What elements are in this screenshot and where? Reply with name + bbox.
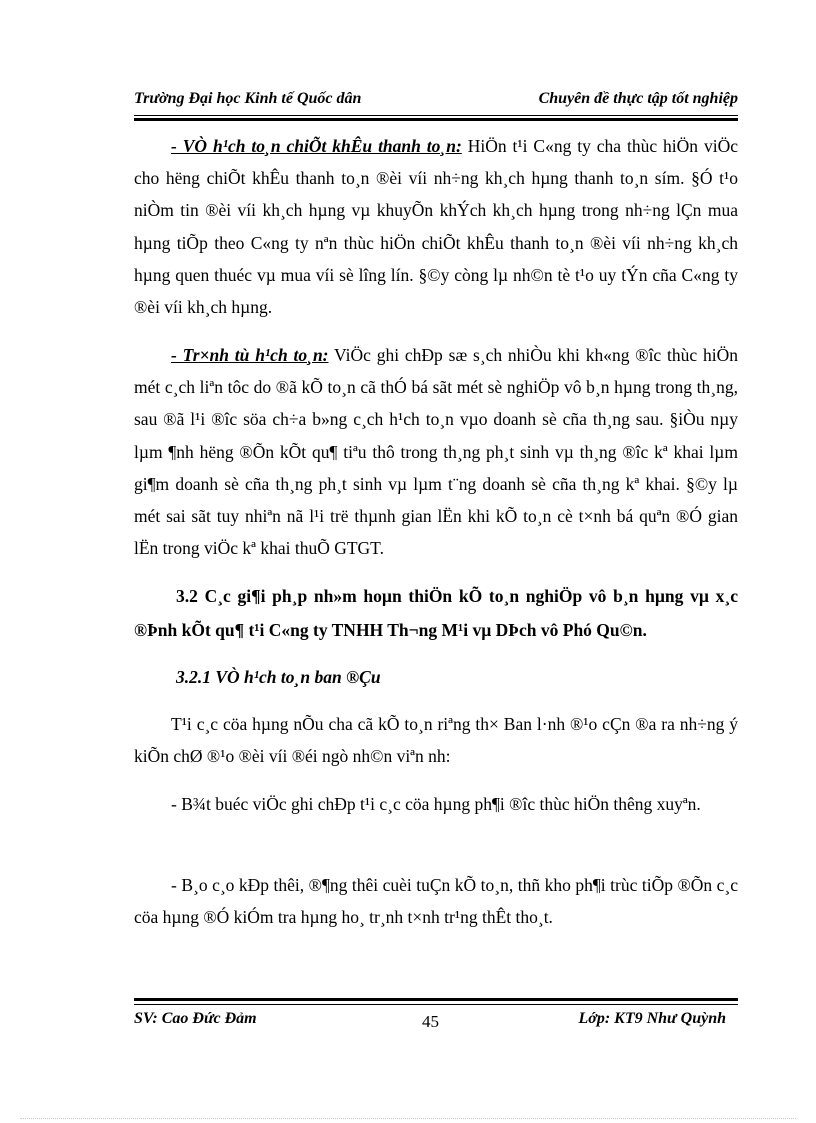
paragraph-lead-payment-discount: - VÒ h¹ch to¸n chiÕt khÊu thanh to¸n: [171,136,462,156]
footer-rule-thin [134,1004,738,1005]
paragraph-store-accounting: T¹i c¸c cöa hµng nÕu cha cã kÕ to¸n riªng th× Ban l·nh ®¹o cÇn ®a ra nh÷ng ý kiÕn chØ ®¹o ®èi víi ®éi ngò nh©n viªn nh: [134,714,738,767]
paragraph-body-payment-discount: HiÖn t¹i C«ng ty cha thùc hiÖn viÖc cho hëng chiÕt khÊu thanh to¸n ®èi víi nh÷ng kh¸ch hµng thanh to¸n sím. §Ó t¹o niÒm tin ®èi víi kh¸ch hµng vµ khuyÕn khÝch kh¸ch hµng trong nh÷ng lÇn mua hµng tiÕp theo C«ng ty nªn thùc hiÖn chiÕt khÊu thanh to¸n ®èi víi nh÷ng kh¸ch hµng quen thuéc vµ mua víi sè lîng lín. §©y còng lµ nh©n tè t¹o uy tÝn cña C«ng ty ®èi víi kh¸ch hµng. [134,136,738,318]
footer-class: Lớp: KT9 Như Quỳnh [578,1010,726,1027]
page-bottom-dotted-line [20,1118,796,1119]
footer-rule-thick [134,998,738,1001]
footer-student: SV: Cao Đức Đảm [134,1010,257,1027]
header-report-title: Chuyên đề thực tập tốt nghiệp [538,90,738,107]
paragraph-payment-discount [134,130,738,323]
paragraph-recording: - B¾t buéc viÖc ghi chÐp t¹i c¸c cöa hµng ph¶i ®îc thùc hiÖn thêng xuyªn. [171,794,701,814]
subsection-heading: 3.2.1 VÒ h¹ch to¸n ban ®Çu [176,667,381,687]
page-header [134,90,738,108]
page-number: 45 [422,1012,439,1031]
header-rule-thin [134,115,738,116]
page-footer [134,1010,738,1034]
paragraph-lead-accounting-procedure: - Tr×nh tù h¹ch to¸n: [171,345,329,365]
paragraph-reporting: - B¸o c¸o kÐp thêi, ®¶ng thêi cuèi tuÇn kÕ to¸n, thñ kho ph¶i trùc tiÕp ®Õn c¸c cöa hµng ®Ó kiÓm tra hµng ho¸ tr¸nh t×nh tr¹ng thÊt tho¸t. [134,875,738,928]
header-university: Trường Đại học Kinh tế Quốc dân [134,90,362,107]
paragraph-accounting-procedure [134,339,738,564]
paragraph-body-accounting-procedure: ViÖc ghi chÐp sæ s¸ch nhiÒu khi kh«ng ®îc thùc hiÖn mét c¸ch liªn tôc do ®ã kÕ to¸n cã thÓ bá sãt mét sè nghiÖp vô b¸n hµng trong th¸ng, sau ®ã l¹i ®îc söa ch÷a b»ng c¸ch h¹ch to¸n vµo doanh sè cña th¸ng sau. §iÒu nµy lµm ¶nh hëng ®Õn kÕt qu¶ tiªu thô trong th¸ng ph¸t sinh vµ th¸ng ®îc kª khai lµm gi¶m doanh sè cña th¸ng ph¸t sinh vµ lµm t¨ng doanh sè cña th¸ng kª khai. §©y lµ mét sai sãt tuy nhiªn nã l¹i trë thµnh gian lËn khi kÕ to¸n cè t×nh bá quªn ®Ó gian lËn trong viÖc kª khai thuÕ GTGT. [134,345,738,559]
section-heading: 3.2 C¸c gi¶i ph¸p nh»m hoµn thiÖn kÕ to¸n nghiÖp vô b¸n hµng vµ x¸c ®Þnh kÕt qu¶ t¹i C«ng ty TNHH Th¬ng M¹i vµ DÞch vô Phó Qu©n. [134,586,738,640]
header-rule-thick [134,118,738,121]
